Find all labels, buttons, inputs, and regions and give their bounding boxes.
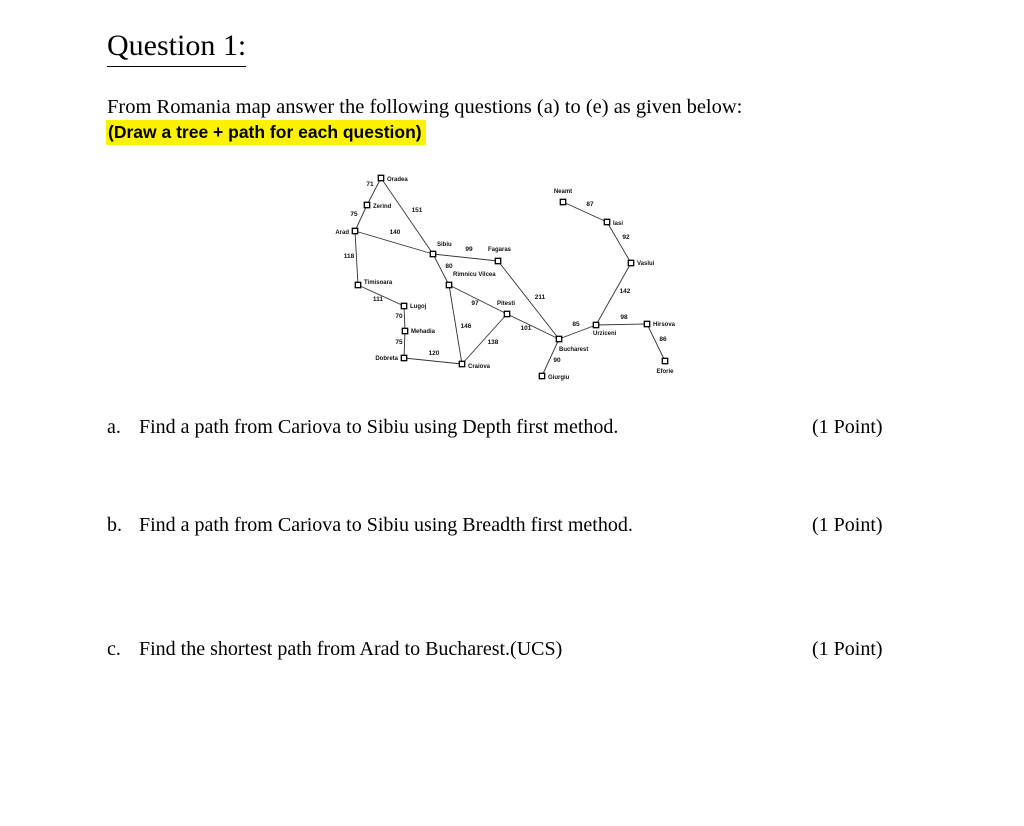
road-distance-label: 120 xyxy=(428,350,440,357)
city-label-timisoara: Timisoara xyxy=(364,280,393,286)
road-dobreta-craiova xyxy=(404,358,462,364)
road-distance-label: 211 xyxy=(534,294,546,301)
road-iasi-neamt xyxy=(563,202,607,222)
road-distance-label: 85 xyxy=(572,321,580,328)
city-marker-vaslui xyxy=(628,260,633,265)
road-vaslui-iasi xyxy=(607,222,631,263)
city-label-zerind: Zerind xyxy=(373,204,392,210)
city-label-iasi: Iasi xyxy=(613,221,624,227)
city-marker-pitesti xyxy=(504,311,509,316)
road-distance-label: 98 xyxy=(620,314,628,321)
city-marker-dobreta xyxy=(401,355,406,360)
road-distance-label: 146 xyxy=(460,323,472,330)
question-title: Question 1: xyxy=(107,26,246,67)
city-marker-rimnicu xyxy=(446,282,451,287)
city-label-arad: Arad xyxy=(335,230,349,236)
city-label-eforie: Eforie xyxy=(656,369,674,375)
romania-map xyxy=(330,168,690,384)
city-label-mehadia: Mehadia xyxy=(411,329,436,335)
road-distance-label: 99 xyxy=(465,246,473,253)
road-distance-label: 75 xyxy=(350,211,358,218)
road-distance-label: 75 xyxy=(395,339,403,346)
question-a xyxy=(107,414,618,440)
road-distance-label: 118 xyxy=(343,253,355,260)
question-text: Find the shortest path from Arad to Bucharest.(UCS) xyxy=(139,638,563,660)
road-distance-label: 111 xyxy=(372,296,384,303)
city-marker-arad xyxy=(352,228,357,233)
question-letter: a. xyxy=(107,416,121,438)
highlighted-instruction: (Draw a tree + path for each question) xyxy=(106,120,426,145)
road-distance-label: 101 xyxy=(520,325,532,332)
city-label-hirsova: Hirsova xyxy=(653,322,676,328)
road-distance-label: 92 xyxy=(622,234,630,241)
road-distance-label: 87 xyxy=(586,201,594,208)
road-distance-label: 140 xyxy=(389,229,401,236)
question-c-points: (1 Point) xyxy=(812,638,883,660)
city-marker-neamt xyxy=(560,199,565,204)
road-distance-label: 97 xyxy=(471,300,479,307)
road-urziceni-hirsova xyxy=(596,324,647,325)
city-label-pitesti: Pitesti xyxy=(497,301,516,307)
city-marker-eforie xyxy=(662,358,667,363)
road-craiova-pitesti xyxy=(462,314,507,364)
city-marker-lugoj xyxy=(401,303,406,308)
city-label-fagaras: Fagaras xyxy=(488,247,512,253)
city-marker-iasi xyxy=(604,219,609,224)
road-distance-label: 80 xyxy=(445,263,453,270)
city-label-giurgiu: Giurgiu xyxy=(548,375,570,381)
city-marker-zerind xyxy=(364,202,369,207)
road-zerind-arad xyxy=(355,205,367,231)
question-text: Find a path from Cariova to Sibiu using Depth first method. xyxy=(139,416,619,438)
city-label-urziceni: Urziceni xyxy=(593,331,617,337)
city-marker-mehadia xyxy=(402,328,407,333)
city-label-craiova: Craiova xyxy=(468,364,491,370)
city-marker-bucharest xyxy=(556,336,561,341)
road-distance-label: 86 xyxy=(659,336,667,343)
city-label-bucharest: Bucharest xyxy=(559,347,589,353)
city-label-oradea: Oradea xyxy=(387,177,408,183)
question-b-points: (1 Point) xyxy=(812,514,883,536)
road-distance-label: 151 xyxy=(411,207,423,214)
city-label-rimnicu: Rimnicu Vilcea xyxy=(453,272,496,278)
city-marker-sibiu xyxy=(430,251,435,256)
road-distance-label: 142 xyxy=(619,288,631,295)
city-marker-oradea xyxy=(378,175,383,180)
road-distance-label: 70 xyxy=(395,313,403,320)
road-sibiu-fagaras xyxy=(433,254,498,261)
city-label-sibiu: Sibiu xyxy=(437,242,452,248)
question-a-points: (1 Point) xyxy=(812,416,883,438)
city-label-lugoj: Lugoj xyxy=(410,304,427,310)
road-distance-label: 71 xyxy=(366,181,374,188)
intro-text: From Romania map answer the following questions (a) to (e) as given below: xyxy=(107,96,743,118)
city-marker-timisoara xyxy=(355,282,360,287)
city-marker-hirsova xyxy=(644,321,649,326)
road-distance-label: 90 xyxy=(553,357,561,364)
city-label-dobreta: Dobreta xyxy=(375,356,398,362)
question-letter: c. xyxy=(107,638,121,660)
city-label-neamt: Neamt xyxy=(553,189,573,195)
road-pitesti-bucharest xyxy=(507,314,559,339)
question-c xyxy=(107,636,562,662)
city-label-vaslui: Vaslui xyxy=(637,261,655,267)
road-lugoj-mehadia xyxy=(404,306,405,331)
road-mehadia-dobreta xyxy=(404,331,405,358)
city-marker-craiova xyxy=(459,361,464,366)
question-text: Find a path from Cariova to Sibiu using Breadth first method. xyxy=(139,514,633,536)
road-arad-timisoara xyxy=(355,231,358,285)
road-oradea-sibiu xyxy=(381,178,433,254)
city-marker-urziceni xyxy=(593,322,598,327)
road-distance-label: 138 xyxy=(487,339,499,346)
question-letter: b. xyxy=(107,514,122,536)
city-marker-giurgiu xyxy=(539,373,544,378)
city-marker-fagaras xyxy=(495,258,500,263)
question-b xyxy=(107,512,633,538)
